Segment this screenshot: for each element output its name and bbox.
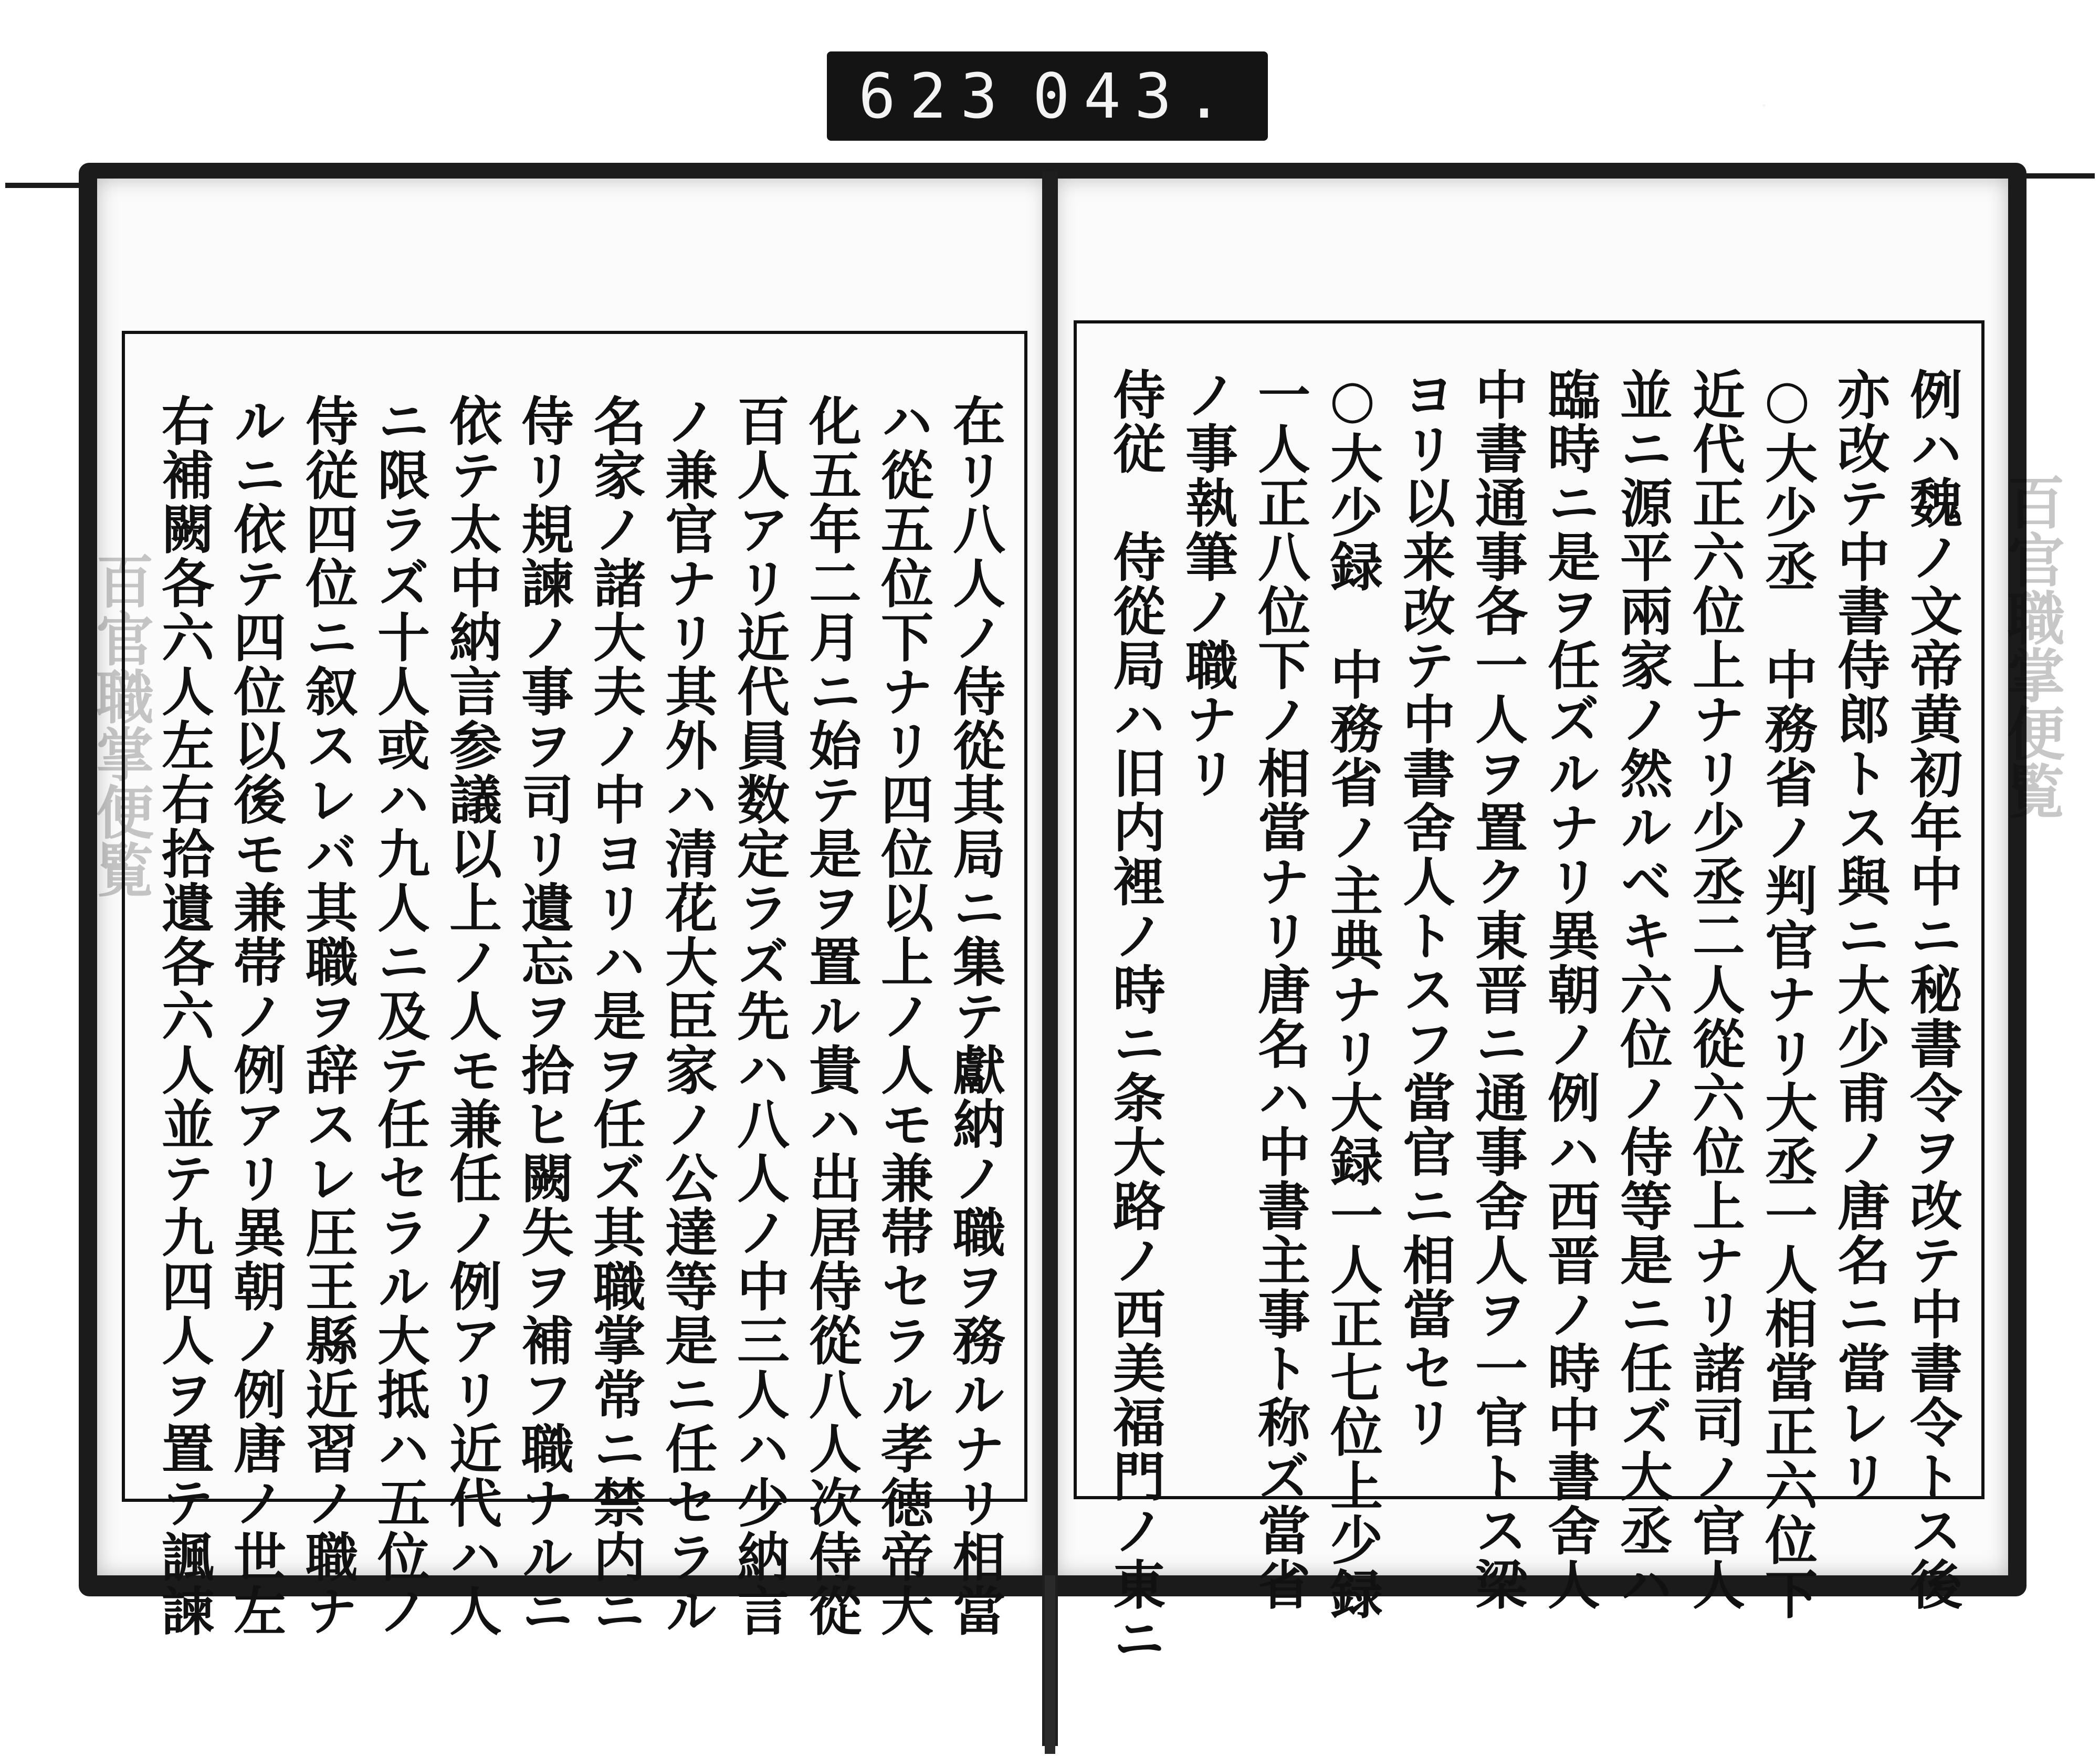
microfilm-frame-label	[827, 51, 1268, 141]
right-page-column: ヨリ以来改テ中書舍人トスフ當官ニ相當セリ	[1394, 368, 1456, 1449]
left-gutter-bleed: 百官職掌便覧	[87, 551, 154, 898]
right-page-column: 並ニ源平兩家ノ然ルベキ六位ノ侍等是ニ任ズ大丞ハ	[1611, 368, 1673, 1612]
frame-number: 043.	[1032, 60, 1236, 132]
right-page-column: 侍従 侍從局ハ旧内裡ノ時ニ条大路ノ西美福門ノ東ニ	[1104, 368, 1166, 1666]
right-page-column: 中書通事各一人ヲ置ク東晋ニ通事舍人ヲ一官トス梁	[1466, 368, 1528, 1612]
left-page-column: 百人アリ近代員数定ラズ先ハ八人ノ中三人ハ少納言	[728, 394, 790, 1638]
left-page-column: 侍リ規諫ノ事ヲ司リ遺忘ヲ拾ヒ闕失ヲ補フ職ナルニ	[512, 394, 574, 1638]
right-page-column: ○大少丞 中務省ノ判官ナリ大丞一人相當正六位下	[1756, 368, 1818, 1621]
right-page-column: 近代正六位上ナリ少丞二人從六位上ナリ諸司ノ官人	[1684, 368, 1746, 1612]
left-page-column: 名家ノ諸大夫ノ中ヨリハ是ヲ任ズ其職掌常ニ禁内ニ	[584, 394, 646, 1638]
spine-shadow	[1045, 1575, 1055, 1754]
left-page-column: 在リ八人ノ侍從其局ニ集テ獻納ノ職ヲ務ルナリ相當	[944, 394, 1006, 1638]
left-page-column: ノ兼官ナリ其外ハ清花大臣家ノ公達等是ニ任セラル	[656, 394, 718, 1638]
left-page-column: 右補闕各六人左右拾遺各六人並テ九四人ヲ置テ諷諫	[153, 394, 215, 1638]
reel-number: 623	[858, 60, 1012, 132]
right-page-column: 例ハ魏ノ文帝黄初年中ニ秘書令ヲ改テ中書令トス後	[1901, 368, 1963, 1612]
right-page-column: 一人正八位下ノ相當ナリ唐名ハ中書主事ト称ズ當省	[1249, 368, 1311, 1612]
right-page-column: ○大少録 中務省ノ主典ナリ大録一人正七位上少録	[1321, 368, 1383, 1621]
left-page-column: 侍従四位ニ叙スレバ其職ヲ辞スレ圧王縣近習ノ職ナ	[297, 394, 359, 1638]
right-page-column: 亦改テ中書侍郎トス與ニ大少甫ノ唐名ニ當レリ	[1829, 368, 1891, 1503]
left-page-column: ニ限ラズ十人或ハ九人ニ及テ任セラル大抵ハ五位ノ	[369, 394, 430, 1638]
left-page-column: 依テ太中納言参議以上ノ人モ兼任ノ例アリ近代ハ人	[440, 394, 502, 1638]
right-page-column: ノ事執筆ノ職ナリ	[1177, 368, 1238, 800]
left-page-column: 化五年二月ニ始テ是ヲ置ル貴ハ出居侍從八人次侍從	[800, 394, 862, 1638]
book-spine	[1042, 171, 1058, 1746]
right-gutter-bleed: 百官職掌便覧	[1998, 473, 2065, 819]
right-page-column: 臨時ニ是ヲ任ズルナリ異朝ノ例ハ西晋ノ時中書舍人	[1539, 368, 1601, 1612]
left-page-column: ルニ依テ四位以後モ兼帯ノ例アリ異朝ノ例唐ノ世左	[225, 394, 287, 1638]
left-page-column: ハ從五位下ナリ四位以上ノ人モ兼帯セラル孝徳帝大	[872, 394, 934, 1638]
